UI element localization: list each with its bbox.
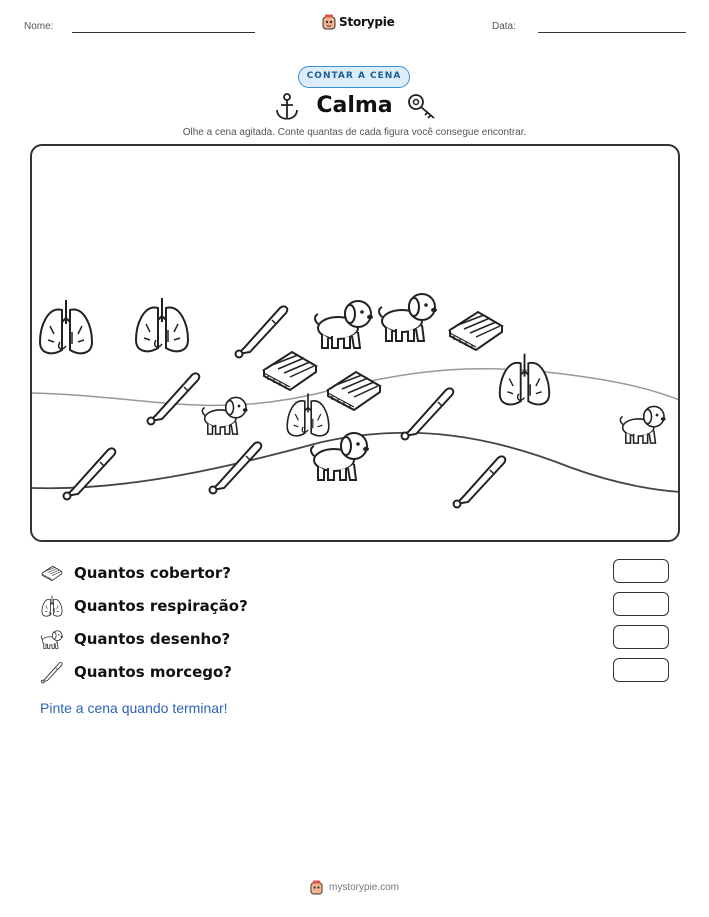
- lungs-figure: [40, 300, 92, 353]
- baseball-bat-figure: [148, 373, 200, 424]
- brand-name: Storypie: [339, 15, 395, 29]
- scene-drawing: [32, 146, 680, 542]
- blanket-figure: [450, 312, 502, 350]
- busy-scene[interactable]: [30, 144, 680, 542]
- activity-badge: CONTAR A CENA: [298, 66, 410, 88]
- key-icon: [407, 93, 437, 121]
- storypie-mascot-icon: [310, 880, 323, 895]
- date-label: Data:: [492, 21, 516, 32]
- baseball-bat-figure: [454, 456, 506, 507]
- question-row: [40, 658, 232, 686]
- page-title: Calma: [316, 93, 393, 118]
- puppy-figure: [315, 301, 373, 348]
- brand-logo: [322, 14, 395, 30]
- answer-box[interactable]: [613, 592, 669, 616]
- instructions: Olhe a cena agitada. Conte quantas de cada figura você consegue encontrar.: [182, 127, 527, 138]
- question-text: Quantos respiração?: [74, 597, 248, 615]
- answer-box[interactable]: [613, 625, 669, 649]
- puppy-figure: [202, 397, 247, 434]
- answer-box[interactable]: [613, 658, 669, 682]
- baseball-bat-figure: [236, 306, 288, 357]
- question-text: Quantos cobertor?: [74, 564, 231, 582]
- question-row: [40, 559, 231, 587]
- question-text: Quantos desenho?: [74, 630, 231, 648]
- footer-site: mystorypie.com: [328, 882, 399, 893]
- lungs-figure: [287, 393, 329, 436]
- lungs-figure: [136, 298, 188, 351]
- puppy-icon: [40, 628, 64, 650]
- blanket-figure: [328, 372, 380, 410]
- baseball-bat-figure: [64, 448, 116, 499]
- question-row: [40, 625, 230, 653]
- baseball-bat-icon: [40, 660, 64, 684]
- name-label: Nome:: [24, 21, 54, 32]
- question-row: [40, 592, 248, 620]
- blanket-figure: [264, 352, 316, 390]
- blanket-icon: [40, 562, 64, 584]
- puppy-figure: [311, 433, 369, 480]
- name-line[interactable]: [72, 32, 255, 33]
- footer: [0, 880, 709, 895]
- question-text: Quantos morcego?: [74, 663, 232, 681]
- coloring-instruction: Pinte a cena quando terminar!: [40, 700, 228, 716]
- puppy-figure: [620, 406, 665, 443]
- puppy-figure: [379, 294, 437, 341]
- lungs-figure: [500, 354, 549, 405]
- lungs-icon: [40, 594, 64, 618]
- baseball-bat-figure: [402, 388, 454, 439]
- storypie-mascot-icon: [322, 14, 336, 30]
- date-line[interactable]: [538, 32, 686, 33]
- answer-box[interactable]: [613, 559, 669, 583]
